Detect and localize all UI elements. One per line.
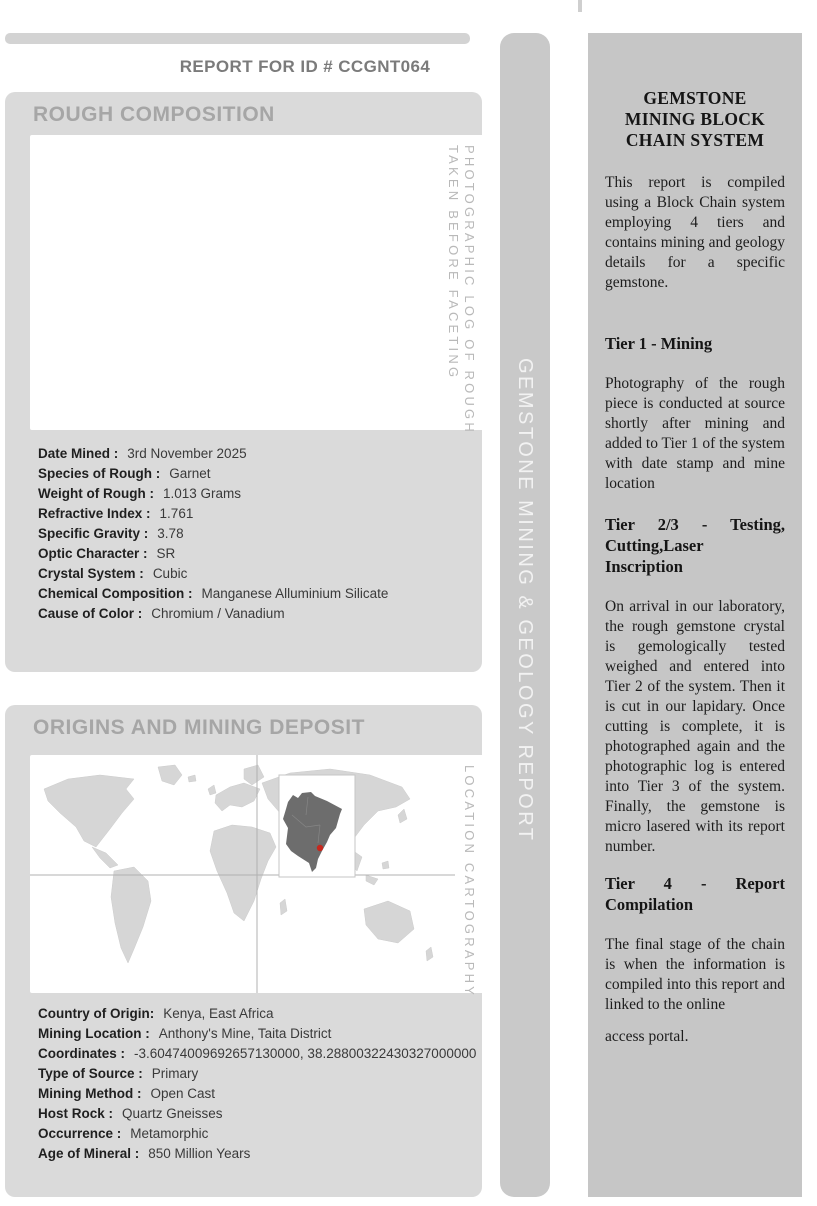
info-sidebar [588, 33, 802, 1197]
vertical-banner-text: GEMSTONE MINING & GEOLOGY REPORT [514, 358, 536, 843]
field-row-specific-gravity [38, 524, 388, 544]
field-label: Optic Character : [38, 546, 148, 561]
field-label: Date Mined : [38, 446, 119, 461]
field-label: Crystal System : [38, 566, 144, 581]
field-value: Garnet [169, 466, 211, 481]
field-row-optic-character [38, 544, 388, 564]
field-label: Cause of Color : [38, 606, 143, 621]
rough-composition-heading: ROUGH COMPOSITION [33, 103, 275, 126]
field-value: Anthony's Mine, Taita District [158, 1026, 332, 1041]
continents [44, 765, 433, 963]
field-value: SR [156, 546, 176, 561]
field-label: Weight of Rough : [38, 486, 154, 501]
photo-caption-line2: TAKEN BEFORE FACETING [446, 145, 461, 381]
field-value: Cubic [152, 566, 188, 581]
field-label: Occurrence : [38, 1126, 122, 1141]
field-row-species [38, 464, 388, 484]
field-row-country [38, 1004, 476, 1024]
field-value: 1.761 [159, 506, 194, 521]
field-label: Host Rock : [38, 1106, 114, 1121]
sidebar-intro: This report is compiled using a Block Chain system employing 4 tiers and contains mining and geology details for a specific gemstone. [605, 174, 785, 291]
field-row-crystal-system [38, 564, 388, 584]
field-label: Chemical Composition : [38, 586, 193, 601]
field-label: Refractive Index : [38, 506, 151, 521]
tier1-body: Photography of the rough piece is conducted at source shortly after mining and added to Tier 1 of the system with date stamp and mine location [605, 375, 785, 492]
origins-card [5, 705, 482, 1197]
world-map [30, 755, 455, 993]
tier4-heading: Tier 4 - Report Compilation [605, 874, 785, 914]
page-title: REPORT FOR ID # CCGNT064 [179, 57, 431, 76]
field-row-host-rock [38, 1104, 476, 1124]
rough-composition-fields [38, 444, 388, 624]
field-label: Species of Rough : [38, 466, 161, 481]
field-row-mining-location [38, 1024, 476, 1044]
field-value: 3.78 [157, 526, 184, 541]
sidebar-title-line3: CHAIN SYSTEM [625, 130, 765, 150]
sidebar-title-line2: MINING BLOCK [624, 109, 766, 129]
sidebar-title [605, 88, 785, 151]
photo-caption-line1: PHOTOGRAPHIC LOG OF ROUGH [462, 145, 477, 435]
field-label: Country of Origin: [38, 1006, 155, 1021]
top-divider-bar [5, 33, 470, 44]
field-value: 1.013 Grams [162, 486, 242, 501]
field-value: Chromium / Vanadium [151, 606, 285, 621]
rough-composition-card [5, 92, 482, 672]
field-row-weight [38, 484, 388, 504]
origins-heading: ORIGINS AND MINING DEPOSIT [33, 716, 365, 739]
tier23-body: On arrival in our laboratory, the rough gemstone crystal is gemologically tested weighed and entered into Tier 2 of the system. Then it is cut in our lapidary. Once cutting is complete, it is photographed again and the photographic log is entered into Tier 3 of the system. Finally, the gemstone is micro lasered with its report number. [605, 598, 785, 855]
field-label: Age of Mineral : [38, 1146, 140, 1161]
field-row-cause-of-color [38, 604, 388, 624]
field-row-occurrence [38, 1124, 476, 1144]
field-label: Coordinates : [38, 1046, 126, 1061]
photo-caption [445, 145, 477, 435]
tier1-heading: Tier 1 - Mining [605, 334, 713, 353]
map-area [30, 755, 488, 999]
mine-location-marker-icon [317, 845, 323, 851]
field-row-mining-method [38, 1084, 476, 1104]
tier4-body: The final stage of the chain is when the information is compiled into this report and linked to the online [605, 936, 785, 1013]
rough-photo-area [30, 135, 488, 435]
field-label: Mining Method : [38, 1086, 142, 1101]
field-row-chemical-composition [38, 584, 388, 604]
field-value: Quartz Gneisses [122, 1106, 223, 1121]
sidebar-title-line1: GEMSTONE [643, 88, 747, 108]
field-label: Type of Source : [38, 1066, 143, 1081]
field-value: 3rd November 2025 [127, 446, 247, 461]
field-value: 850 Million Years [148, 1146, 251, 1161]
map-caption: LOCATION CARTOGRAPHY [462, 765, 477, 999]
field-row-refractive-index [38, 504, 388, 524]
field-row-type-of-source [38, 1064, 476, 1084]
tier4-body-last-line: access portal. [605, 1028, 689, 1045]
tier23-heading: Tier 2/3 - Testing, Cutting,Laser Inscription [605, 515, 785, 576]
field-row-coordinates [38, 1044, 476, 1064]
field-value: Manganese Alluminium Silicate [201, 586, 389, 601]
field-row-age-of-mineral [38, 1144, 476, 1164]
top-center-tick [578, 0, 582, 12]
field-value: Open Cast [150, 1086, 216, 1101]
field-value: Primary [151, 1066, 199, 1081]
field-label: Mining Location : [38, 1026, 150, 1041]
field-value: Kenya, East Africa [163, 1006, 274, 1021]
field-value: Metamorphic [130, 1126, 209, 1141]
origins-fields [38, 1004, 476, 1164]
field-label: Specific Gravity : [38, 526, 149, 541]
field-value: -3.60474009692657130000, 38.28800322430327000000 [134, 1046, 477, 1061]
field-row-date-mined [38, 444, 388, 464]
